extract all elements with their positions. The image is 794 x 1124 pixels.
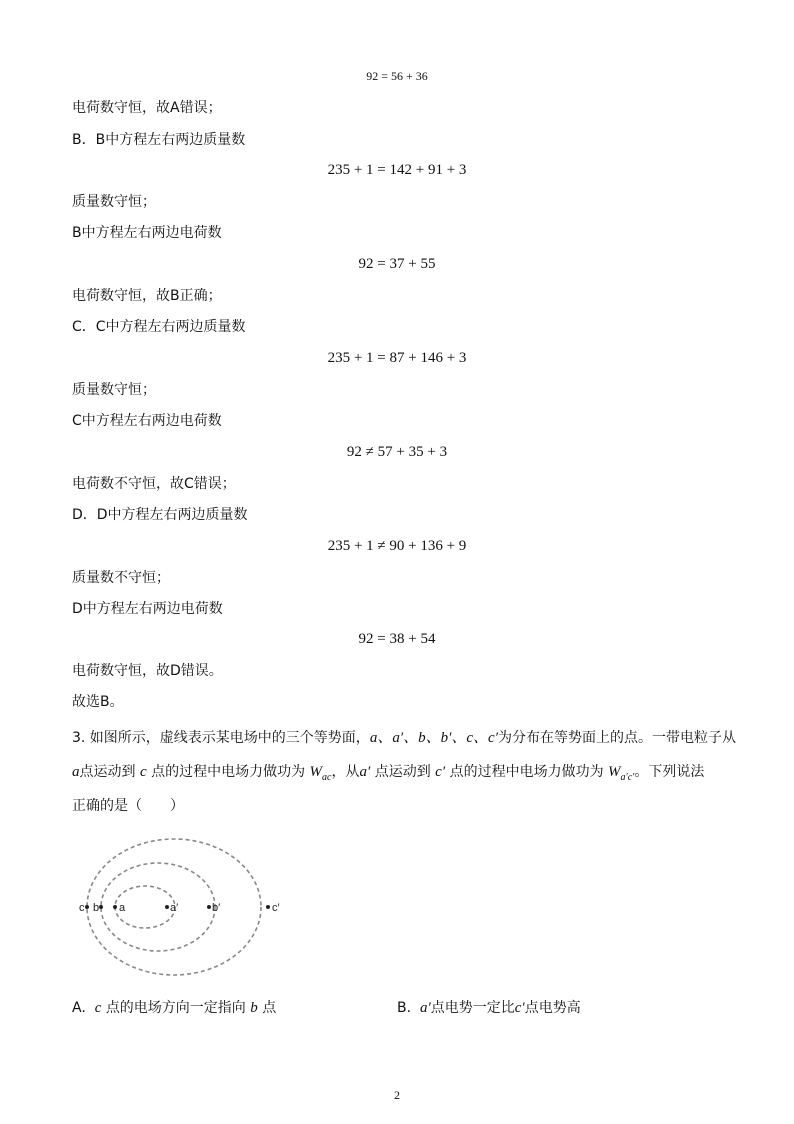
option-a[interactable]	[72, 997, 276, 1017]
label-a-prime: a′	[170, 902, 179, 914]
var-c-prime: c′	[435, 764, 446, 780]
var-c: c	[94, 1000, 102, 1016]
question-text: 点运动到	[374, 764, 431, 780]
var-w: W	[608, 764, 621, 780]
equation-charge-d: 92 = 38 + 54	[358, 631, 436, 647]
question-text: 3. 如图所示，虚线表示某电场中的三个等势面，	[72, 730, 370, 746]
equipotential-diagram	[78, 832, 298, 982]
solution-line: D中方程左右两边电荷数	[72, 601, 223, 617]
option-b[interactable]	[397, 997, 581, 1017]
equation-mass-c: 235 + 1 = 87 + 146 + 3	[327, 350, 467, 366]
option-b-label: B.	[397, 1000, 412, 1016]
page-number: 2	[394, 1088, 400, 1102]
option-a-text: 点	[262, 1000, 277, 1016]
question-text: 为分布在等势面上的点。一带电粒子从	[497, 730, 736, 746]
var-w: W	[309, 764, 323, 780]
question-line-1	[72, 731, 736, 746]
label-c: c	[79, 902, 85, 914]
question-text: ，从	[331, 764, 360, 780]
var-b: b	[250, 1000, 258, 1016]
subscript-ac: ac	[322, 771, 332, 783]
option-a-text: 点的电场方向一定指向	[105, 1000, 246, 1016]
equation-mass-d: 235 + 1 ≠ 90 + 136 + 9	[327, 538, 467, 554]
point-c	[85, 905, 89, 909]
label-a: a	[119, 902, 126, 914]
var-a-prime: a′	[419, 1000, 431, 1016]
solution-line: 电荷数守恒，故D错误。	[72, 663, 223, 679]
question-text: 。下列说法	[634, 764, 705, 780]
question-points: a、a′、b、b′、c、c′	[369, 730, 498, 746]
solution-line: C中方程左右两边电荷数	[72, 413, 222, 429]
equation-charge-b: 92 = 37 + 55	[358, 256, 436, 272]
solution-line: 电荷数不守恒，故C错误；	[72, 476, 236, 492]
equation-mass-b: 235 + 1 = 142 + 91 + 3	[327, 162, 467, 178]
label-c-prime: c′	[272, 902, 280, 914]
point-a-prime	[165, 905, 169, 909]
point-a	[113, 905, 117, 909]
solution-line: B．B中方程左右两边质量数	[72, 132, 246, 148]
question-text: 点的过程中电场力做功为	[151, 764, 306, 780]
question-line-2	[72, 765, 704, 783]
option-b-text: 点电势一定比	[430, 1000, 515, 1016]
subscript-a-prime-c-prime: a′c′	[620, 771, 635, 783]
var-a: a	[72, 764, 80, 780]
option-a-label: A.	[72, 1000, 86, 1016]
equation-charge-c: 92 ≠ 57 + 35 + 3	[346, 444, 448, 460]
solution-line: 电荷数守恒，故A错误；	[72, 100, 222, 116]
solution-line: 电荷数守恒，故B正确；	[72, 288, 222, 304]
solution-line: D．D中方程左右两边质量数	[72, 507, 248, 523]
label-b-prime: b′	[212, 902, 221, 914]
var-a-prime: a′	[359, 764, 371, 780]
point-c-prime	[266, 905, 270, 909]
question-text: 点运动到	[79, 764, 136, 780]
label-b: b	[93, 902, 100, 914]
solution-line: 故选B。	[72, 694, 124, 710]
question-line-3: 正确的是（ ）	[72, 798, 184, 814]
solution-line: 质量数守恒；	[72, 382, 156, 398]
question-text: 点的过程中电场力做功为	[449, 764, 604, 780]
equipotential-figure	[78, 832, 298, 986]
var-c-prime: c′	[514, 1000, 525, 1016]
solution-line: C．C中方程左右两边质量数	[72, 319, 246, 335]
solution-line: 质量数守恒；	[72, 194, 156, 210]
option-b-text: 点电势高	[524, 1000, 581, 1016]
equation-charge-a: 92 = 56 + 36	[366, 69, 428, 83]
point-b	[99, 905, 103, 909]
point-b-prime	[207, 905, 211, 909]
var-c: c	[139, 764, 147, 780]
solution-line: B中方程左右两边电荷数	[72, 225, 222, 241]
solution-line: 质量数不守恒；	[72, 570, 170, 586]
